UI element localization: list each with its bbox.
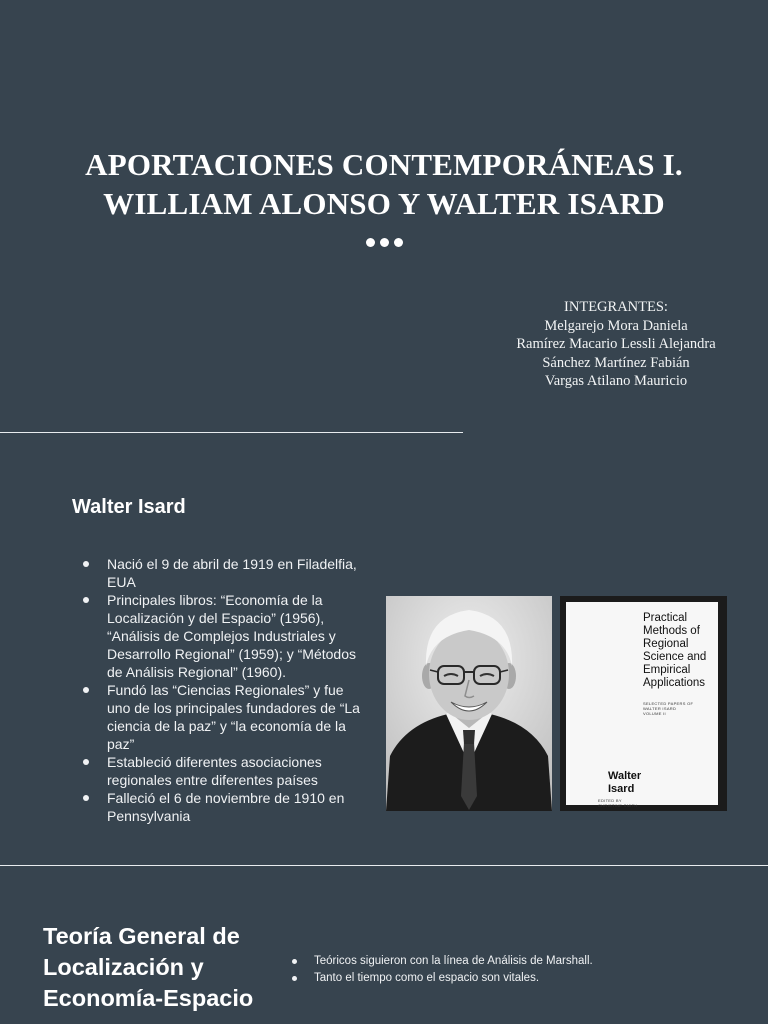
list-item <box>82 789 362 825</box>
bullet-icon <box>83 687 89 693</box>
list-item <box>291 953 691 970</box>
book-author-line: Isard <box>608 783 635 795</box>
bullet-icon <box>83 597 89 603</box>
member-name: Vargas Atilano Mauricio <box>544 373 688 389</box>
list-item <box>82 591 362 681</box>
theory-slide <box>0 866 768 1024</box>
book-title-line: Regional <box>643 638 689 650</box>
member-name: Ramírez Macario Lessli Alejandra <box>516 336 716 352</box>
title-line: WILLIAM ALONSO Y WALTER ISARD <box>103 186 665 221</box>
dot <box>394 238 403 247</box>
members-heading: INTEGRANTES: <box>564 299 668 315</box>
book-editor <box>598 798 678 808</box>
bullet-icon <box>83 561 89 567</box>
members-list <box>476 298 756 391</box>
bullet-icon <box>83 795 89 801</box>
list-item-text: Fundó las “Ciencias Regionales” y fue uno de los principales fundadores de “La ciencia de la paz” y “la economía de la paz” <box>107 682 360 752</box>
book-title-line: Methods of <box>643 625 700 637</box>
bullet-icon <box>83 759 89 765</box>
list-item-text: Principales libros: “Economía de la Localización y del Espacio” (1956), “Análisis de Complejos Industriales y Desarrollo Regional” (1959); y “Métodos de Análisis Regional” (1960). <box>107 592 356 680</box>
member-name: Sánchez Martínez Fabián <box>542 354 690 371</box>
bullet-icon <box>292 976 297 981</box>
book-subtitle-line: VOLUME II <box>643 711 666 716</box>
book-title-line: Practical <box>643 612 688 624</box>
portrait-illustration <box>386 596 552 811</box>
list-item-text: Falleció el 6 de noviembre de 1910 en Pennsylvania <box>107 790 345 824</box>
book-author-line: Walter <box>608 770 642 782</box>
list-item <box>291 970 691 987</box>
bullet-icon <box>292 959 297 964</box>
theory-heading-line: Teoría General de <box>43 923 240 949</box>
dot <box>366 238 375 247</box>
bio-bullet-list <box>82 555 362 825</box>
book-subtitle <box>643 701 713 716</box>
dot <box>380 238 389 247</box>
list-item-text: Nació el 9 de abril de 1919 en Filadelfia, EUA <box>107 556 357 590</box>
list-item <box>82 753 362 789</box>
list-item-text: Teóricos siguieron con la línea de Análisis de Marshall. <box>314 955 593 967</box>
list-item-text: Estableció diferentes asociaciones regionales entre diferentes países <box>107 754 322 788</box>
ellipsis-dots <box>366 238 406 250</box>
book-subtitle-line: WALTER ISARD <box>643 706 677 711</box>
book-cover-page <box>566 602 718 808</box>
book-title <box>643 612 723 690</box>
list-item-text: Tanto el tiempo como el espacio son vitales. <box>314 972 540 984</box>
title-line: APORTACIONES CONTEMPORÁNEAS I. <box>85 147 683 182</box>
book-title-line: Applications <box>643 677 706 689</box>
theory-bullet-list <box>291 953 691 987</box>
book-title-line: Science and <box>643 651 707 663</box>
theory-heading <box>43 921 283 1014</box>
book-author <box>608 770 668 796</box>
list-item <box>82 555 362 591</box>
walter-isard-slide <box>0 433 768 866</box>
member-name: Melgarejo Mora Daniela <box>544 317 688 334</box>
book-cover <box>560 596 727 811</box>
title-slide <box>0 0 768 433</box>
theory-heading-line: Localización y <box>43 954 204 980</box>
book-title-line: Empirical <box>643 664 691 676</box>
presentation-title <box>40 145 728 223</box>
book-editor-line: EDITED BY <box>598 798 622 803</box>
section-heading: Walter Isard <box>72 496 186 518</box>
book-subtitle-line: SELECTED PAPERS OF <box>643 701 694 706</box>
theory-heading-line: Economía-Espacio <box>43 985 254 1011</box>
portrait-photo <box>386 596 552 811</box>
book-editor-line: CHRISTINE SMITH <box>598 803 638 808</box>
list-item <box>82 681 362 753</box>
